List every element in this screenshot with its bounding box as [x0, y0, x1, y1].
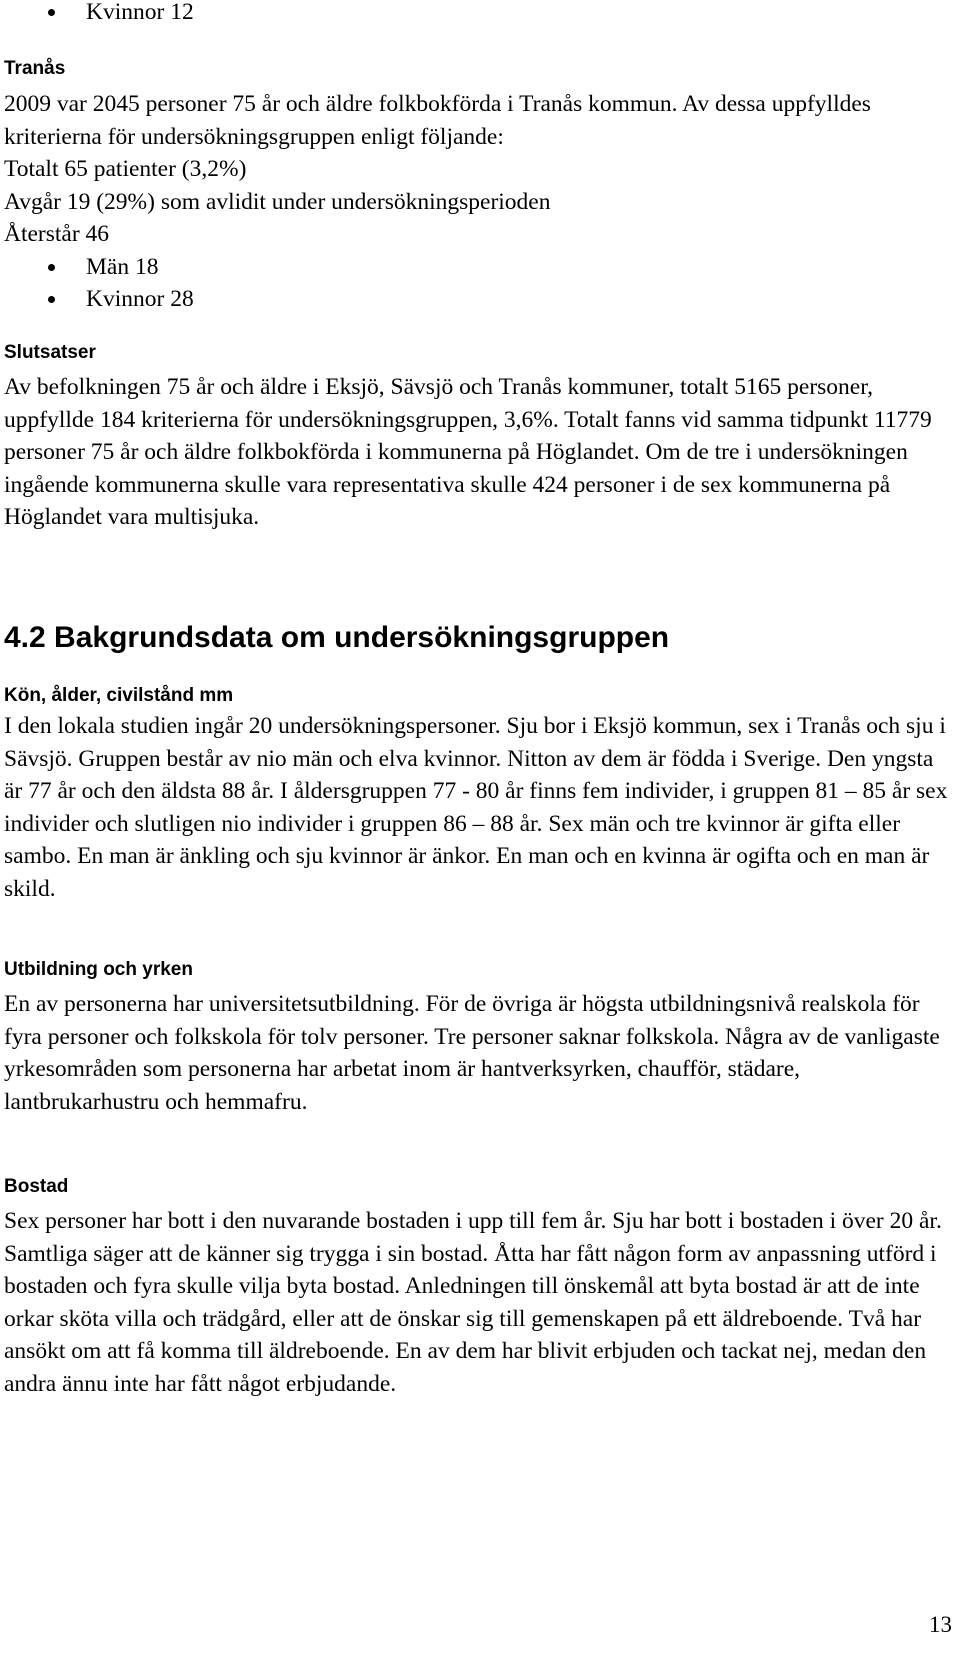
top-list [4, 0, 954, 29]
tranas-line-4: Återstår 46 [4, 221, 110, 247]
heading-utbildning: Utbildning och yrken [4, 959, 193, 980]
bullet-icon [48, 9, 55, 16]
bullet-icon [48, 296, 55, 303]
tranas-line-1: 2009 var 2045 personer 75 år och äldre folkbokförda i Tranås kommun. Av dessa uppfylldes kriterierna för undersökningsgruppen enligt följande: [4, 91, 871, 150]
bullet-icon [48, 264, 55, 271]
list-item: Kvinnor 12 [4, 0, 954, 29]
heading-kon: Kön, ålder, civilstånd mm [4, 685, 234, 706]
kon-text: I den lokala studien ingår 20 undersökningspersoner. Sju bor i Eksjö kommun, sex i Tranås och sju i Sävsjö. Gruppen består av nio män och elva kvinnor. Nitton av dem är födda i Sverige. Den yngsta är 77 år och den äldsta 88 år. I åldersgruppen 77 - 80 år finns fem individer, i gruppen 81 – 85 år sex individer och slutligen nio individer i gruppen 86 – 88 år. Sex män och tre kvinnor är gifta eller sambo. En man är änkling och sju kvinnor är änkor. En man och en kvinna är ogifta och en man är skild. [4, 713, 948, 902]
page-number: 13 [929, 1612, 952, 1637]
tranas-line-2: Totalt 65 patienter (3,2%) [4, 156, 247, 182]
section-title: 4.2 Bakgrundsdata om undersökningsgruppen [4, 621, 670, 654]
heading-slutsatser: Slutsatser [4, 342, 96, 363]
heading-bostad: Bostad [4, 1176, 69, 1197]
bostad-text: Sex personer har bott i den nuvarande bostaden i upp till fem år. Sju har bott i bostaden i över 20 år. Samtliga säger att de känner sig trygga i sin bostad. Åtta har fått någon form av anpassning utförd i bostaden och fyra skulle vilja byta bostad. Anledningen till önskemål att byta bostad är att de inte orkar sköta villa och trädgård, eller att de önskar sig till gemenskapen på ett äldreboende. Två har ansökt om att få komma till äldreboende. En av dem har blivit erbjuden och tackat nej, medan den andra ännu inte har fått något erbjudande. [4, 1208, 942, 1397]
tranas-line-3: Avgår 19 (29%) som avlidit under undersökningsperioden [4, 188, 551, 215]
tranas-body [4, 88, 954, 316]
slutsatser-text: Av befolkningen 75 år och äldre i Eksjö, Sävsjö och Tranås kommuner, totalt 5165 personer, uppfyllde 184 kriterierna för undersökningsgruppen, 3,6%. Totalt fanns vid samma tidpunkt 11779 personer 75 år och äldre folkbokförda i kommunerna på Höglandet. Om de tre i undersökningen ingående kommunerna skulle vara representativa skulle 424 personer i de sex kommunerna på Höglandet vara multisjuka. [4, 374, 932, 530]
utbildning-text: En av personerna har universitetsutbildning. För de övriga är högsta utbildningsnivå realskola för fyra personer och folkskola för tolv personer. Tre personer saknar folkskola. Några av de vanligaste yrkesområden som personerna har arbetat inom är hantverksyrken, chaufför, städare, lantbrukarhustru och hemmafru. [4, 991, 940, 1115]
list-item: Kvinnor 28 [4, 283, 954, 316]
heading-tranas: Tranås [4, 58, 66, 79]
tranas-bullets [4, 251, 954, 316]
list-item: Män 18 [4, 251, 954, 284]
